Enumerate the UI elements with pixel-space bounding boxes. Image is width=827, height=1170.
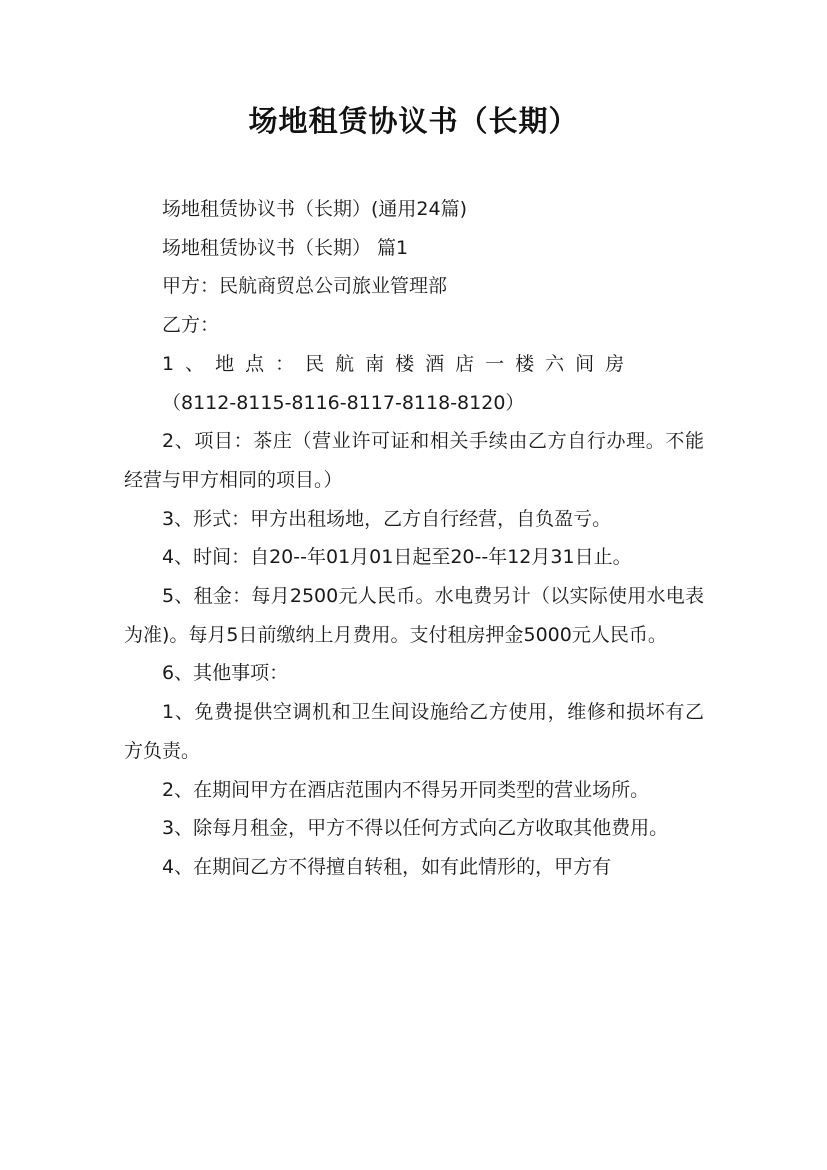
document-title: 场地租赁协议书（长期） [248, 104, 579, 138]
paragraph-project: 2、项目：茶庄（营业许可证和相关手续由乙方自行办理。不能经营与甲方相同的项目。） [124, 430, 704, 491]
paragraph-heading: 场地租赁协议书（长期）(通用24篇) [162, 198, 468, 220]
paragraph-clause-3: 3、除每月租金，甲方不得以任何方式向乙方收取其他费用。 [162, 817, 669, 840]
paragraph-clause-2: 2、在期间甲方在酒店范围内不得另开同类型的营业场所。 [162, 778, 650, 801]
paragraph-form: 3、形式：甲方出租场地，乙方自行经营，自负盈亏。 [162, 507, 612, 530]
document-body [124, 190, 704, 887]
paragraph-clause-1: 1、免费提供空调机和卫生间设施给乙方使用，维修和损坏有乙方负责。 [124, 701, 704, 762]
paragraph-location: 1、地点：民航南楼酒店一楼六间房 [162, 352, 636, 375]
paragraph-party-a: 甲方：民航商贸总公司旅业管理部 [162, 275, 448, 298]
paragraph-section-title: 场地租赁协议书（长期） 篇1 [162, 236, 409, 259]
paragraph-rent: 5、租金：每月2500元人民币。水电费另计（以实际使用水电表为准)。每月5日前缴纳上月费用。支付租房押金5000元人民币。 [124, 585, 704, 646]
paragraph-clause-4: 4、在期间乙方不得擅自转租，如有此情形的，甲方有 [162, 855, 612, 878]
paragraph-other-matters: 6、其他事项： [162, 662, 289, 685]
paragraph-room-numbers: （8112-8115-8116-8117-8118-8120） [162, 391, 525, 414]
paragraph-time: 4、时间：自20--年01月01日起至20--年12月31日止。 [162, 546, 632, 569]
paragraph-party-b: 乙方： [162, 314, 220, 337]
